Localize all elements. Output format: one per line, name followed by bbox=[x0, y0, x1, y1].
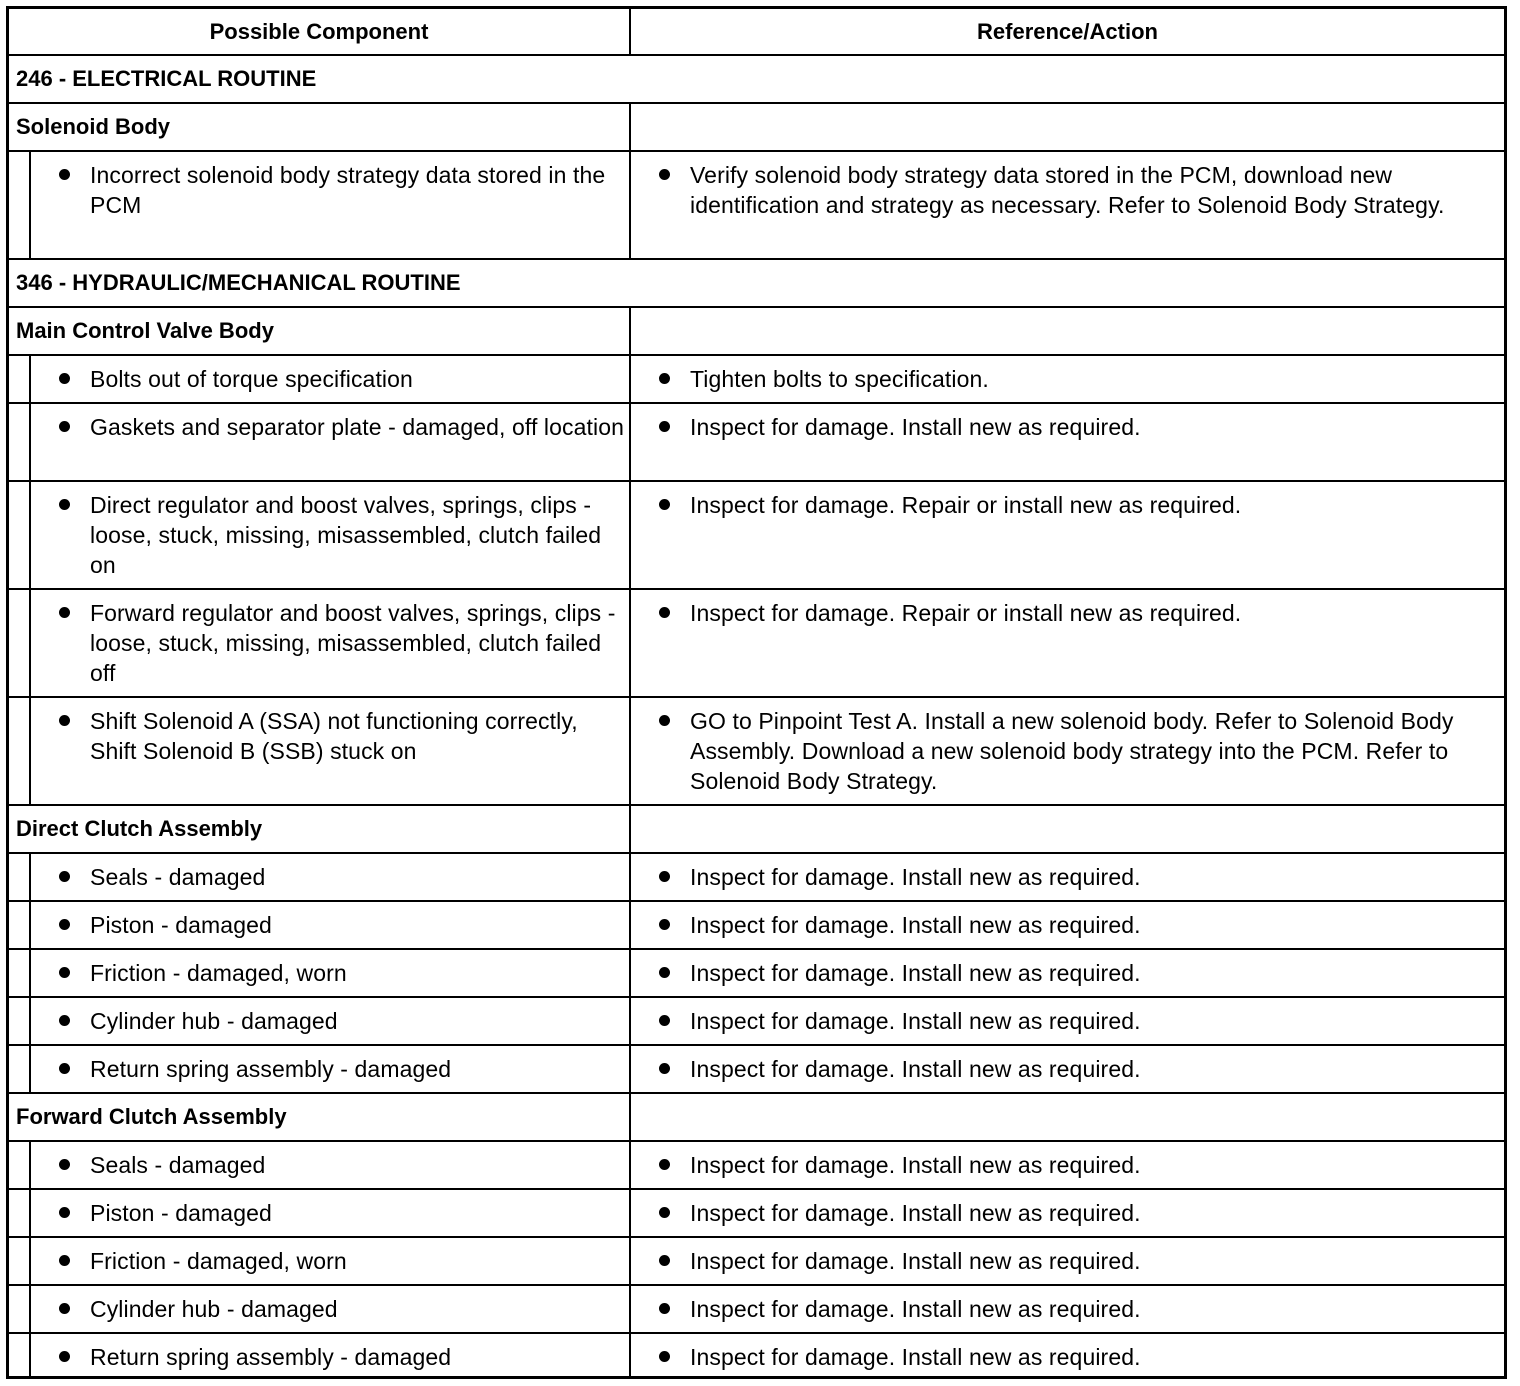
group-row-direct-clutch bbox=[9, 806, 1504, 854]
header-cell-action bbox=[631, 9, 1504, 54]
bullet-icon bbox=[659, 169, 670, 180]
group-title-cell bbox=[9, 806, 631, 852]
component-cell bbox=[9, 1046, 631, 1092]
routine-cell bbox=[9, 56, 1504, 102]
component-cell bbox=[9, 590, 631, 696]
group-title-cell bbox=[9, 104, 631, 150]
bullet-icon bbox=[659, 607, 670, 618]
header-cell-component bbox=[9, 9, 631, 54]
component-cell bbox=[9, 1190, 631, 1236]
indent-spacer bbox=[9, 1286, 31, 1332]
bullet-icon bbox=[59, 1303, 70, 1314]
indent-spacer bbox=[9, 356, 31, 402]
action-text: Inspect for damage. Install new as required. bbox=[690, 960, 1141, 986]
component-cell bbox=[9, 1334, 631, 1376]
indent-spacer bbox=[9, 950, 31, 996]
component-text: Seals - damaged bbox=[90, 1152, 266, 1178]
routine-title: 246 - ELECTRICAL ROUTINE bbox=[16, 66, 317, 91]
bullet-icon bbox=[59, 967, 70, 978]
component-cell bbox=[9, 950, 631, 996]
bullet-icon bbox=[59, 1063, 70, 1074]
bullet-icon bbox=[59, 1159, 70, 1170]
bullet-icon bbox=[659, 871, 670, 882]
component-cell bbox=[9, 404, 631, 480]
routine-row-electrical bbox=[9, 56, 1504, 104]
action-text: Inspect for damage. Install new as required. bbox=[690, 1056, 1141, 1082]
indent-spacer bbox=[9, 1238, 31, 1284]
bullet-icon bbox=[59, 871, 70, 882]
table-row bbox=[9, 1142, 1504, 1190]
bullet-icon bbox=[659, 1015, 670, 1026]
group-title: Main Control Valve Body bbox=[16, 318, 274, 343]
indent-spacer bbox=[9, 1142, 31, 1188]
action-text: Inspect for damage. Install new as required. bbox=[690, 864, 1141, 890]
bullet-icon bbox=[659, 421, 670, 432]
component-cell bbox=[9, 854, 631, 900]
component-text: Direct regulator and boost valves, springs, clips - loose, stuck, missing, misassembled, clutch failed on bbox=[90, 492, 602, 578]
component-text: Piston - damaged bbox=[90, 1200, 272, 1226]
table-row bbox=[9, 590, 1504, 698]
component-cell bbox=[9, 698, 631, 804]
header-possible-component: Possible Component bbox=[209, 19, 429, 44]
action-cell bbox=[631, 1238, 1504, 1284]
table-row bbox=[9, 404, 1504, 482]
bullet-icon bbox=[659, 499, 670, 510]
indent-spacer bbox=[9, 482, 31, 588]
component-text: Incorrect solenoid body strategy data stored in the PCM bbox=[90, 162, 606, 218]
component-text: Return spring assembly - damaged bbox=[90, 1344, 452, 1370]
action-cell bbox=[631, 902, 1504, 948]
bullet-icon bbox=[59, 919, 70, 930]
group-title: Forward Clutch Assembly bbox=[16, 1104, 287, 1129]
bullet-icon bbox=[659, 715, 670, 726]
component-text: Forward regulator and boost valves, springs, clips - loose, stuck, missing, misassembled, clutch failed off bbox=[90, 600, 616, 686]
component-cell bbox=[9, 998, 631, 1044]
bullet-icon bbox=[659, 1351, 670, 1362]
action-cell bbox=[631, 1190, 1504, 1236]
action-cell bbox=[631, 404, 1504, 480]
action-cell bbox=[631, 950, 1504, 996]
action-text: Inspect for damage. Install new as required. bbox=[690, 1152, 1141, 1178]
component-text: Return spring assembly - damaged bbox=[90, 1056, 452, 1082]
action-cell bbox=[631, 356, 1504, 402]
action-text: Inspect for damage. Install new as required. bbox=[690, 912, 1141, 938]
group-title: Solenoid Body bbox=[16, 114, 170, 139]
table-row bbox=[9, 152, 1504, 260]
action-cell bbox=[631, 1142, 1504, 1188]
table-row bbox=[9, 854, 1504, 902]
component-cell bbox=[9, 1286, 631, 1332]
diagnostic-table bbox=[6, 6, 1507, 1379]
indent-spacer bbox=[9, 152, 31, 258]
indent-spacer bbox=[9, 404, 31, 480]
bullet-icon bbox=[59, 1255, 70, 1266]
header-reference-action: Reference/Action bbox=[977, 19, 1158, 44]
bullet-icon bbox=[59, 607, 70, 618]
bullet-icon bbox=[659, 373, 670, 384]
routine-title: 346 - HYDRAULIC/MECHANICAL ROUTINE bbox=[16, 270, 461, 295]
bullet-icon bbox=[659, 1207, 670, 1218]
action-cell bbox=[631, 998, 1504, 1044]
action-text: Inspect for damage. Install new as required. bbox=[690, 1248, 1141, 1274]
bullet-icon bbox=[59, 715, 70, 726]
action-text: Inspect for damage. Install new as required. bbox=[690, 1296, 1141, 1322]
component-cell bbox=[9, 1142, 631, 1188]
component-text: Gaskets and separator plate - damaged, off location bbox=[90, 414, 624, 440]
component-text: Cylinder hub - damaged bbox=[90, 1008, 338, 1034]
bullet-icon bbox=[59, 169, 70, 180]
component-text: Cylinder hub - damaged bbox=[90, 1296, 338, 1322]
table-row bbox=[9, 902, 1504, 950]
component-text: Friction - damaged, worn bbox=[90, 960, 347, 986]
group-empty-cell bbox=[631, 806, 1504, 852]
action-text: Verify solenoid body strategy data stored in the PCM, download new identification and strategy as necessary. Refer to Solenoid Body Strategy. bbox=[690, 162, 1445, 218]
bullet-icon bbox=[59, 421, 70, 432]
action-cell bbox=[631, 590, 1504, 696]
component-cell bbox=[9, 356, 631, 402]
action-cell bbox=[631, 854, 1504, 900]
group-row-forward-clutch bbox=[9, 1094, 1504, 1142]
table-row bbox=[9, 1190, 1504, 1238]
bullet-icon bbox=[59, 1207, 70, 1218]
component-cell bbox=[9, 482, 631, 588]
action-text: GO to Pinpoint Test A. Install a new solenoid body. Refer to Solenoid Body Assembly. Download a new solenoid body strategy into the PCM. Refer to Solenoid Body Strategy. bbox=[690, 708, 1454, 794]
action-text: Inspect for damage. Install new as required. bbox=[690, 1008, 1141, 1034]
indent-spacer bbox=[9, 998, 31, 1044]
routine-row-hydraulic bbox=[9, 260, 1504, 308]
indent-spacer bbox=[9, 698, 31, 804]
group-empty-cell bbox=[631, 1094, 1504, 1140]
table-row bbox=[9, 1238, 1504, 1286]
table-row bbox=[9, 950, 1504, 998]
action-text: Inspect for damage. Repair or install new as required. bbox=[690, 600, 1242, 626]
component-text: Friction - damaged, worn bbox=[90, 1248, 347, 1274]
group-title-cell bbox=[9, 1094, 631, 1140]
action-cell bbox=[631, 1046, 1504, 1092]
component-text: Shift Solenoid A (SSA) not functioning correctly, Shift Solenoid B (SSB) stuck on bbox=[90, 708, 578, 764]
indent-spacer bbox=[9, 1046, 31, 1092]
action-cell bbox=[631, 152, 1504, 258]
routine-cell bbox=[9, 260, 1504, 306]
indent-spacer bbox=[9, 590, 31, 696]
component-text: Piston - damaged bbox=[90, 912, 272, 938]
component-cell bbox=[9, 902, 631, 948]
component-text: Seals - damaged bbox=[90, 864, 266, 890]
indent-spacer bbox=[9, 1190, 31, 1236]
table-row bbox=[9, 1334, 1504, 1376]
table-row bbox=[9, 698, 1504, 806]
bullet-icon bbox=[659, 1303, 670, 1314]
table-row bbox=[9, 482, 1504, 590]
bullet-icon bbox=[659, 967, 670, 978]
table-row bbox=[9, 1286, 1504, 1334]
bullet-icon bbox=[659, 919, 670, 930]
bullet-icon bbox=[659, 1063, 670, 1074]
group-empty-cell bbox=[631, 104, 1504, 150]
component-text: Bolts out of torque specification bbox=[90, 366, 413, 392]
action-text: Inspect for damage. Repair or install new as required. bbox=[690, 492, 1242, 518]
group-title: Direct Clutch Assembly bbox=[16, 816, 263, 841]
action-text: Inspect for damage. Install new as required. bbox=[690, 414, 1141, 440]
bullet-icon bbox=[659, 1159, 670, 1170]
group-row-solenoid-body bbox=[9, 104, 1504, 152]
component-cell bbox=[9, 152, 631, 258]
component-cell bbox=[9, 1238, 631, 1284]
group-title-cell bbox=[9, 308, 631, 354]
table-row bbox=[9, 1046, 1504, 1094]
action-text: Tighten bolts to specification. bbox=[690, 366, 989, 392]
action-cell bbox=[631, 698, 1504, 804]
group-empty-cell bbox=[631, 308, 1504, 354]
bullet-icon bbox=[59, 1015, 70, 1026]
action-cell bbox=[631, 1334, 1504, 1376]
bullet-icon bbox=[59, 1351, 70, 1362]
action-cell bbox=[631, 1286, 1504, 1332]
table-row bbox=[9, 356, 1504, 404]
action-text: Inspect for damage. Install new as required. bbox=[690, 1200, 1141, 1226]
indent-spacer bbox=[9, 854, 31, 900]
group-row-main-control bbox=[9, 308, 1504, 356]
table-row bbox=[9, 998, 1504, 1046]
action-cell bbox=[631, 482, 1504, 588]
indent-spacer bbox=[9, 1334, 31, 1376]
indent-spacer bbox=[9, 902, 31, 948]
bullet-icon bbox=[59, 373, 70, 384]
action-text: Inspect for damage. Install new as required. bbox=[690, 1344, 1141, 1370]
bullet-icon bbox=[659, 1255, 670, 1266]
table-header-row bbox=[9, 9, 1504, 56]
bullet-icon bbox=[59, 499, 70, 510]
